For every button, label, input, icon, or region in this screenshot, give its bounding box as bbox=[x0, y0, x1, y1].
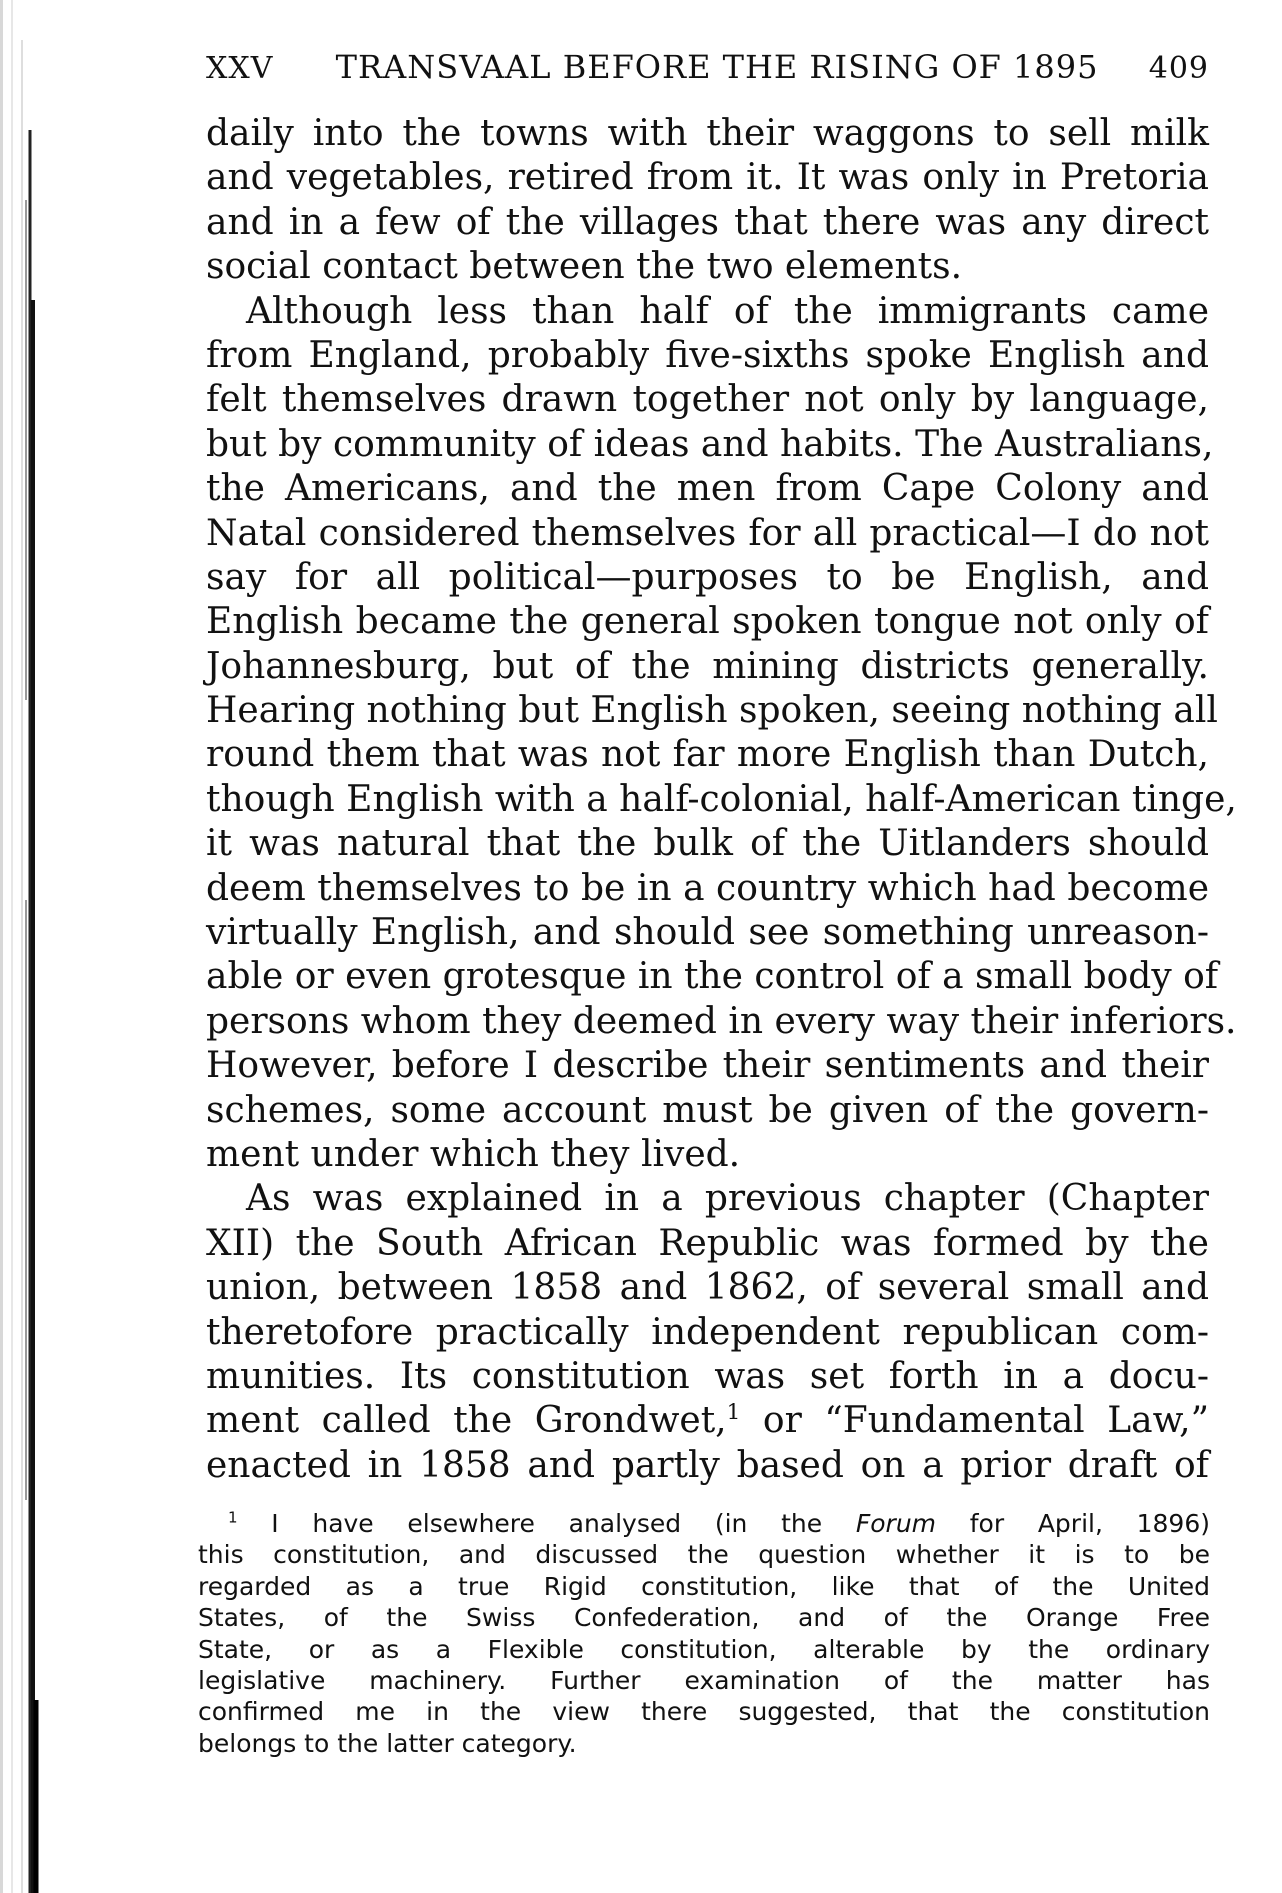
footnote-line: belongs to the latter category. bbox=[198, 1728, 577, 1758]
body-line: persons whom they deemed in every way their inferiors. bbox=[206, 1000, 1237, 1042]
paragraph-start: As was explained in a previous chapter (Chapter bbox=[246, 1178, 1209, 1220]
body-line: Johannesburg, but of the mining districts generally. bbox=[206, 645, 1209, 687]
body-line: round them that was not far more English than Dutch, bbox=[206, 734, 1209, 776]
footnote-line: States, of the Swiss Confederation, and of the Orange Free bbox=[198, 1603, 1210, 1633]
footnote-italic-title: Forum bbox=[855, 1509, 937, 1538]
body-line: munities. Its constitution was set forth in a docu- bbox=[206, 1355, 1209, 1397]
footnote-line: this constitution, and discussed the question whether it is to be bbox=[198, 1540, 1210, 1570]
body-line: XII) the South African Republic was formed by the bbox=[206, 1222, 1209, 1264]
body-line: deem themselves to be in a country which had become bbox=[206, 867, 1209, 909]
page-number: 409 bbox=[1148, 51, 1209, 86]
running-title: TRANSVAAL BEFORE THE RISING OF 1895 bbox=[335, 48, 1099, 86]
body-line: from England, probably five-sixths spoke English and bbox=[206, 334, 1209, 376]
body-line: say for all political—purposes to be English, and bbox=[206, 556, 1209, 598]
body-line: felt themselves drawn together not only by language, bbox=[206, 379, 1209, 421]
body-line: schemes, some account must be given of the govern- bbox=[206, 1089, 1209, 1131]
body-line: and vegetables, retired from it. It was only in Pretoria bbox=[206, 157, 1209, 199]
footnote-reference: 1 bbox=[726, 1400, 741, 1426]
body-line: it was natural that the bulk of the Uitlanders should bbox=[206, 823, 1209, 865]
paragraph-start: Although less than half of the immigrants came bbox=[246, 290, 1209, 332]
body-line: daily into the towns with their waggons to sell milk bbox=[206, 113, 1209, 154]
footnote-line-first bbox=[198, 1508, 1210, 1539]
footnote-line: regarded as a true Rigid constitution, like that of the United bbox=[198, 1571, 1210, 1601]
footnote-line-start: I have elsewhere analysed (in the bbox=[271, 1509, 823, 1538]
body-line: However, before I describe their sentiments and their bbox=[206, 1045, 1209, 1087]
page-binding-edge bbox=[0, 0, 40, 1893]
body-line-end: or “Fundamental Law,” bbox=[740, 1400, 1209, 1442]
body-line-start: ment called the Grondwet, bbox=[206, 1400, 727, 1442]
body-line: able or even grotesque in the control of a small body of bbox=[206, 956, 1219, 998]
body-line: ment under which they lived. bbox=[206, 1133, 741, 1175]
body-line: Hearing nothing but English spoken, seeing nothing all bbox=[206, 690, 1218, 732]
running-head bbox=[206, 48, 1209, 98]
footnote-line: confirmed me in the view there suggested, that the constitution bbox=[198, 1697, 1210, 1727]
footnote-line: State, or as a Flexible constitution, alterable by the ordinary bbox=[198, 1634, 1210, 1664]
chapter-number: XXV bbox=[206, 51, 274, 86]
footnote-line: legislative machinery. Further examination of the matter has bbox=[198, 1665, 1210, 1695]
footnote bbox=[198, 1508, 1210, 1759]
body-line: but by community of ideas and habits. The Australians, bbox=[206, 423, 1214, 465]
body-line: English became the general spoken tongue not only of bbox=[206, 601, 1209, 643]
body-line: social contact between the two elements. bbox=[206, 246, 963, 288]
body-line: theretofore practically independent republican com- bbox=[206, 1311, 1209, 1353]
footnote-marker: 1 bbox=[228, 1508, 238, 1527]
body-line: though English with a half-colonial, half-American tinge, bbox=[206, 778, 1237, 820]
footnote-line-end: for April, 1896) bbox=[936, 1509, 1210, 1538]
body-text bbox=[206, 112, 1237, 1488]
body-line: and in a few of the villages that there was any direct bbox=[206, 201, 1209, 243]
body-line: the Americans, and the men from Cape Colony and bbox=[206, 468, 1209, 510]
body-line: virtually English, and should see something unreason- bbox=[206, 912, 1209, 954]
body-line: union, between 1858 and 1862, of several small and bbox=[206, 1267, 1209, 1309]
body-line: Natal considered themselves for all practical—I do not bbox=[206, 512, 1209, 554]
body-line-with-footnote-ref bbox=[206, 1399, 1209, 1443]
body-line: enacted in 1858 and partly based on a prior draft of bbox=[206, 1444, 1209, 1486]
